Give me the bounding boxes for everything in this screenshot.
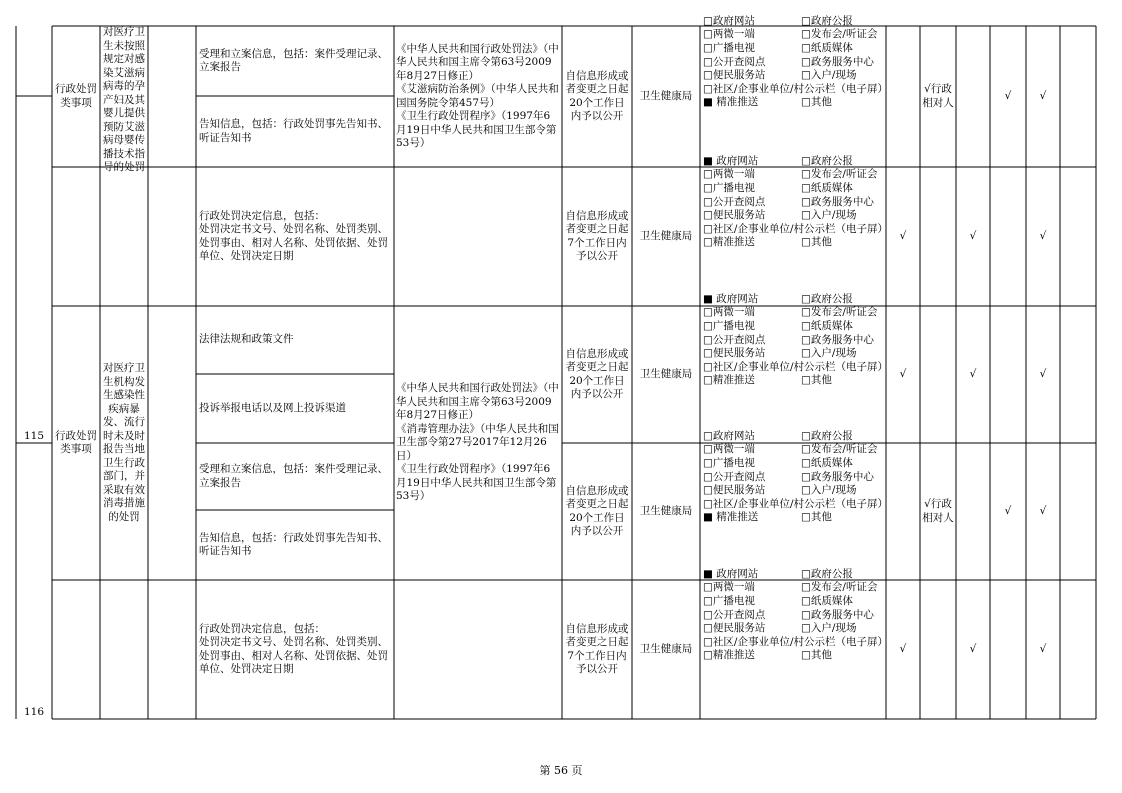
check-cell (922, 443, 954, 580)
content-cell-text: 行政处罚决定信息，包括： 处罚决定书文号、处罚名称、处罚类别、处罚事由、相对人名称、处罚依据、处罚单位、处罚决定日期 (199, 209, 388, 262)
check-cell (958, 167, 988, 306)
content-cell-text: 行政处罚决定信息，包括： 处罚决定书文号、处罚名称、处罚类别、处罚事由、相对人名称、处罚依据、处罚单位、处罚决定日期 (199, 622, 388, 675)
channel-option: ■ 政府网站 (703, 567, 759, 580)
channel-option: □便民服务站 (703, 69, 766, 82)
channel-option: □广播电视 (703, 182, 755, 195)
channel-option-row (703, 581, 883, 595)
check-cell (992, 26, 1024, 167)
check-cell-text: √ (969, 367, 977, 380)
channel-option: □社区/企事业单位/村公示栏（电子屏） (703, 222, 888, 235)
channel-option-row (703, 293, 883, 307)
channel-option-row (703, 374, 883, 388)
check-cell (958, 306, 988, 443)
subject-cell-text: 卫生健康局 (639, 504, 693, 517)
channel-option-row (703, 69, 883, 83)
channel-option: □纸质媒体 (801, 595, 853, 608)
channel-option-row (703, 595, 883, 609)
channel-option: □两微一端 (703, 443, 755, 456)
subject-cell-text: 卫生健康局 (639, 89, 693, 102)
channel-option: □广播电视 (703, 42, 755, 55)
row-id (17, 443, 51, 719)
check-cell (888, 306, 918, 443)
check-cell-text: √ (899, 642, 907, 655)
channel-option: □入户/现场 (801, 484, 857, 497)
channel-option: □公开查阅点 (703, 608, 766, 621)
channel-option-row (703, 347, 883, 361)
channel-option-row (703, 511, 883, 525)
channel-option: □精准推送 (703, 374, 755, 387)
check-cell (992, 306, 1024, 443)
channel-option: □纸质媒体 (801, 182, 853, 195)
check-cell (958, 443, 988, 580)
channel-option: □政务服务中心 (801, 55, 874, 68)
channel-option: □政府公报 (801, 567, 853, 580)
content-cell (199, 96, 391, 167)
channel-option: □发布会/听证会 (801, 168, 878, 181)
channel-option-row (703, 457, 883, 471)
channel-option-row (703, 28, 883, 42)
check-cell-text: √ (1004, 89, 1012, 102)
time-limit-cell-text: 自信息形成或者变更之日起7个工作日内予以公开 (565, 209, 629, 262)
check-cell (1028, 167, 1058, 306)
channel-option: □其他 (801, 96, 832, 109)
item-cell (102, 306, 146, 580)
channel-option: □两微一端 (703, 306, 755, 319)
channel-option-row (703, 649, 883, 663)
time-limit-cell (565, 443, 629, 580)
channel-option-row (703, 196, 883, 210)
check-cell-text: √ (1039, 642, 1047, 655)
basis-cell-text: 《中华人民共和国行政处罚法》（中华人民共和国主席令第63号2009年8月27日修正） 《艾滋病防治条例》（中华人民共和国国务院令第457号） 《卫生行政处罚程序》（1997年6月19日中华人民共和国卫生部令第53号） (396, 42, 559, 149)
check-cell (1028, 306, 1058, 443)
check-cell (922, 167, 954, 306)
basis-cell-text: 《中华人民共和国行政处罚法》（中华人民共和国主席令第63号2009年8月27日修正） 《消毒管理办法》（中华人民共和国卫生部令第27号2017年12月26日） 《卫生行政处罚程序》（1997年6月19日中华人民共和国卫生部令第53号） (396, 382, 559, 503)
content-cell (199, 510, 391, 580)
page-number: 第 56 页 (539, 764, 583, 777)
channel-option: □便民服务站 (703, 484, 766, 497)
channel-option-row (703, 182, 883, 196)
channel-option: □政府网站 (703, 14, 755, 27)
channel-option: □便民服务站 (703, 622, 766, 635)
time-limit-cell-text: 自信息形成或者变更之日起20个工作日内予以公开 (565, 69, 629, 122)
content-cell-text: 告知信息，包括：行政处罚事先告知书、听证告知书 (199, 531, 388, 557)
check-cell-text: √ (1039, 89, 1047, 102)
item-cell-text: 对医疗卫生未按照规定对感染艾滋病病毒的孕产妇及其婴儿提供预防艾滋病母婴传播技术指导的处罚 (103, 26, 145, 173)
channel-option-row (703, 334, 883, 348)
channel-option: □社区/企事业单位/村公示栏（电子屏） (703, 360, 888, 373)
channel-option: □纸质媒体 (801, 320, 853, 333)
subject-cell-text: 卫生健康局 (639, 642, 693, 655)
channel-option-row (703, 168, 883, 182)
channel-option: □广播电视 (703, 320, 755, 333)
channel-options (703, 429, 888, 525)
channel-option-row (703, 42, 883, 56)
content-cell (199, 26, 391, 96)
check-cell-text: √ (969, 229, 977, 242)
basis-cell (396, 26, 560, 167)
category-cell (55, 306, 97, 580)
check-cell-text: √ (1004, 504, 1012, 517)
channel-option: □政府公报 (801, 154, 853, 167)
channel-options (703, 567, 888, 663)
channel-option: □发布会/听证会 (801, 443, 878, 456)
subject-cell (635, 167, 697, 306)
channel-option: □精准推送 (703, 649, 755, 662)
channel-option: □精准推送 (703, 236, 755, 249)
channel-option-row (703, 568, 883, 582)
channel-option-row (703, 236, 883, 250)
subject-cell (635, 26, 697, 167)
channel-option-row (703, 222, 888, 237)
channel-option: □广播电视 (703, 457, 755, 470)
channel-options (703, 154, 888, 250)
subject-cell (635, 443, 697, 580)
content-cell (199, 580, 391, 719)
time-limit-cell-text: 自信息形成或者变更之日起7个工作日内予以公开 (565, 622, 629, 675)
channel-option-row (703, 497, 888, 512)
check-cell (888, 443, 918, 580)
channel-option: □入户/现场 (801, 347, 857, 360)
channel-option-row (703, 56, 883, 70)
channel-option: □公开查阅点 (703, 55, 766, 68)
channel-option: □广播电视 (703, 595, 755, 608)
content-cell-text: 投诉举报电话以及网上投诉渠道 (199, 401, 346, 414)
category-cell-text: 行政处罚类事项 (55, 83, 97, 109)
check-cell (958, 26, 988, 167)
channel-option: □便民服务站 (703, 209, 766, 222)
item-cell (102, 26, 146, 173)
check-cell-text: √ (899, 229, 907, 242)
channel-option: ■ 精准推送 (703, 511, 759, 524)
check-cell (1028, 26, 1058, 167)
check-cell (888, 580, 918, 719)
category-cell (55, 26, 97, 167)
check-cell (922, 580, 954, 719)
channel-option: □政府公报 (801, 429, 853, 442)
content-cell-text: 法律法规和政策文件 (199, 333, 294, 346)
channel-option: ■ 政府网站 (703, 292, 759, 305)
channel-option: □入户/现场 (801, 69, 857, 82)
check-cell (1028, 443, 1058, 580)
channel-option: □便民服务站 (703, 347, 766, 360)
channel-option: □公开查阅点 (703, 195, 766, 208)
channel-option: □政府公报 (801, 14, 853, 27)
channel-option: □其他 (801, 649, 832, 662)
channel-option: ■ 精准推送 (703, 96, 759, 109)
check-cell (922, 26, 954, 167)
channel-option-row (703, 635, 888, 650)
check-cell-text: √ (899, 367, 907, 380)
content-cell (199, 374, 391, 443)
channel-option: □社区/企事业单位/村公示栏（电子屏） (703, 497, 888, 510)
channel-option: □政府公报 (801, 292, 853, 305)
content-cell-text: 告知信息，包括：行政处罚事先告知书、听证告知书 (199, 118, 388, 144)
channel-option: □政务服务中心 (801, 333, 874, 346)
time-limit-cell (565, 167, 629, 306)
time-limit-cell (565, 580, 629, 719)
channel-option: □发布会/听证会 (801, 581, 878, 594)
channel-option: □入户/现场 (801, 622, 857, 635)
content-cell-text: 受理和立案信息，包括：案件受理记录、立案报告 (199, 463, 388, 489)
channel-option: □公开查阅点 (703, 470, 766, 483)
content-cell (199, 167, 391, 306)
channel-option: ■ 政府网站 (703, 154, 759, 167)
basis-cell (396, 306, 560, 580)
channel-option: □两微一端 (703, 581, 755, 594)
time-limit-cell (565, 306, 629, 443)
channel-option: □政务服务中心 (801, 608, 874, 621)
check-cell-text: √ (969, 642, 977, 655)
time-limit-cell (565, 26, 629, 167)
channel-option-row (703, 306, 883, 320)
channel-option: □其他 (801, 374, 832, 387)
row-id-text: 116 (23, 705, 45, 718)
channel-option: □纸质媒体 (801, 457, 853, 470)
check-cell-text: √行政相对人 (922, 498, 954, 524)
channel-option-row (703, 430, 883, 444)
subject-cell (635, 580, 697, 719)
channel-option-row (703, 443, 883, 457)
check-cell (992, 167, 1024, 306)
channel-option: □纸质媒体 (801, 42, 853, 55)
channel-option: □政务服务中心 (801, 195, 874, 208)
channel-option-row (703, 360, 888, 375)
check-cell-text: √ (1039, 504, 1047, 517)
channel-option: □政府网站 (703, 429, 755, 442)
channel-option: □社区/企事业单位/村公示栏（电子屏） (703, 82, 888, 95)
channel-option-row (703, 320, 883, 334)
channel-option-row (703, 609, 883, 623)
channel-option-row (703, 155, 883, 169)
check-cell (992, 443, 1024, 580)
channel-option: □两微一端 (703, 28, 755, 41)
category-cell-text: 行政处罚类事项 (55, 429, 97, 455)
check-cell-text: √ (1039, 229, 1047, 242)
channel-option: □公开查阅点 (703, 333, 766, 346)
row-id-text: 115 (23, 429, 45, 442)
channel-option: □发布会/听证会 (801, 306, 878, 319)
channel-option: □政务服务中心 (801, 470, 874, 483)
channel-option: □发布会/听证会 (801, 28, 878, 41)
check-cell (888, 26, 918, 167)
check-cell-text: √ (1039, 367, 1047, 380)
content-cell (199, 443, 391, 510)
check-cell (888, 167, 918, 306)
channel-option-row (703, 82, 888, 97)
check-cell-text: √行政相对人 (922, 83, 954, 109)
channel-option: □其他 (801, 511, 832, 524)
channel-option-row (703, 96, 883, 110)
row-id (17, 26, 51, 443)
item-cell-text: 对医疗卫生机构发生感染性疾病暴发、流行时未及时报告当地卫生行政部门，并采取有效消毒措施的处罚 (103, 362, 145, 523)
subject-cell-text: 卫生健康局 (639, 367, 693, 380)
channel-option-row (703, 622, 883, 636)
time-limit-cell-text: 自信息形成或者变更之日起20个工作日内予以公开 (565, 347, 629, 400)
subject-cell (635, 306, 697, 443)
check-cell (922, 306, 954, 443)
check-cell (958, 580, 988, 719)
content-cell (199, 306, 391, 374)
time-limit-cell-text: 自信息形成或者变更之日起20个工作日内予以公开 (565, 484, 629, 537)
content-cell-text: 受理和立案信息，包括：案件受理记录、立案报告 (199, 47, 388, 73)
channel-option-row (703, 471, 883, 485)
channel-option: □入户/现场 (801, 209, 857, 222)
check-cell (1028, 580, 1058, 719)
channel-option: □其他 (801, 236, 832, 249)
channel-option-row (703, 484, 883, 498)
check-cell (992, 580, 1024, 719)
subject-cell-text: 卫生健康局 (639, 229, 693, 242)
channel-option-row (703, 209, 883, 223)
channel-option-row (703, 15, 883, 29)
channel-option: □社区/企事业单位/村公示栏（电子屏） (703, 635, 888, 648)
channel-options (703, 292, 888, 388)
channel-options (703, 14, 888, 110)
channel-option: □两微一端 (703, 168, 755, 181)
